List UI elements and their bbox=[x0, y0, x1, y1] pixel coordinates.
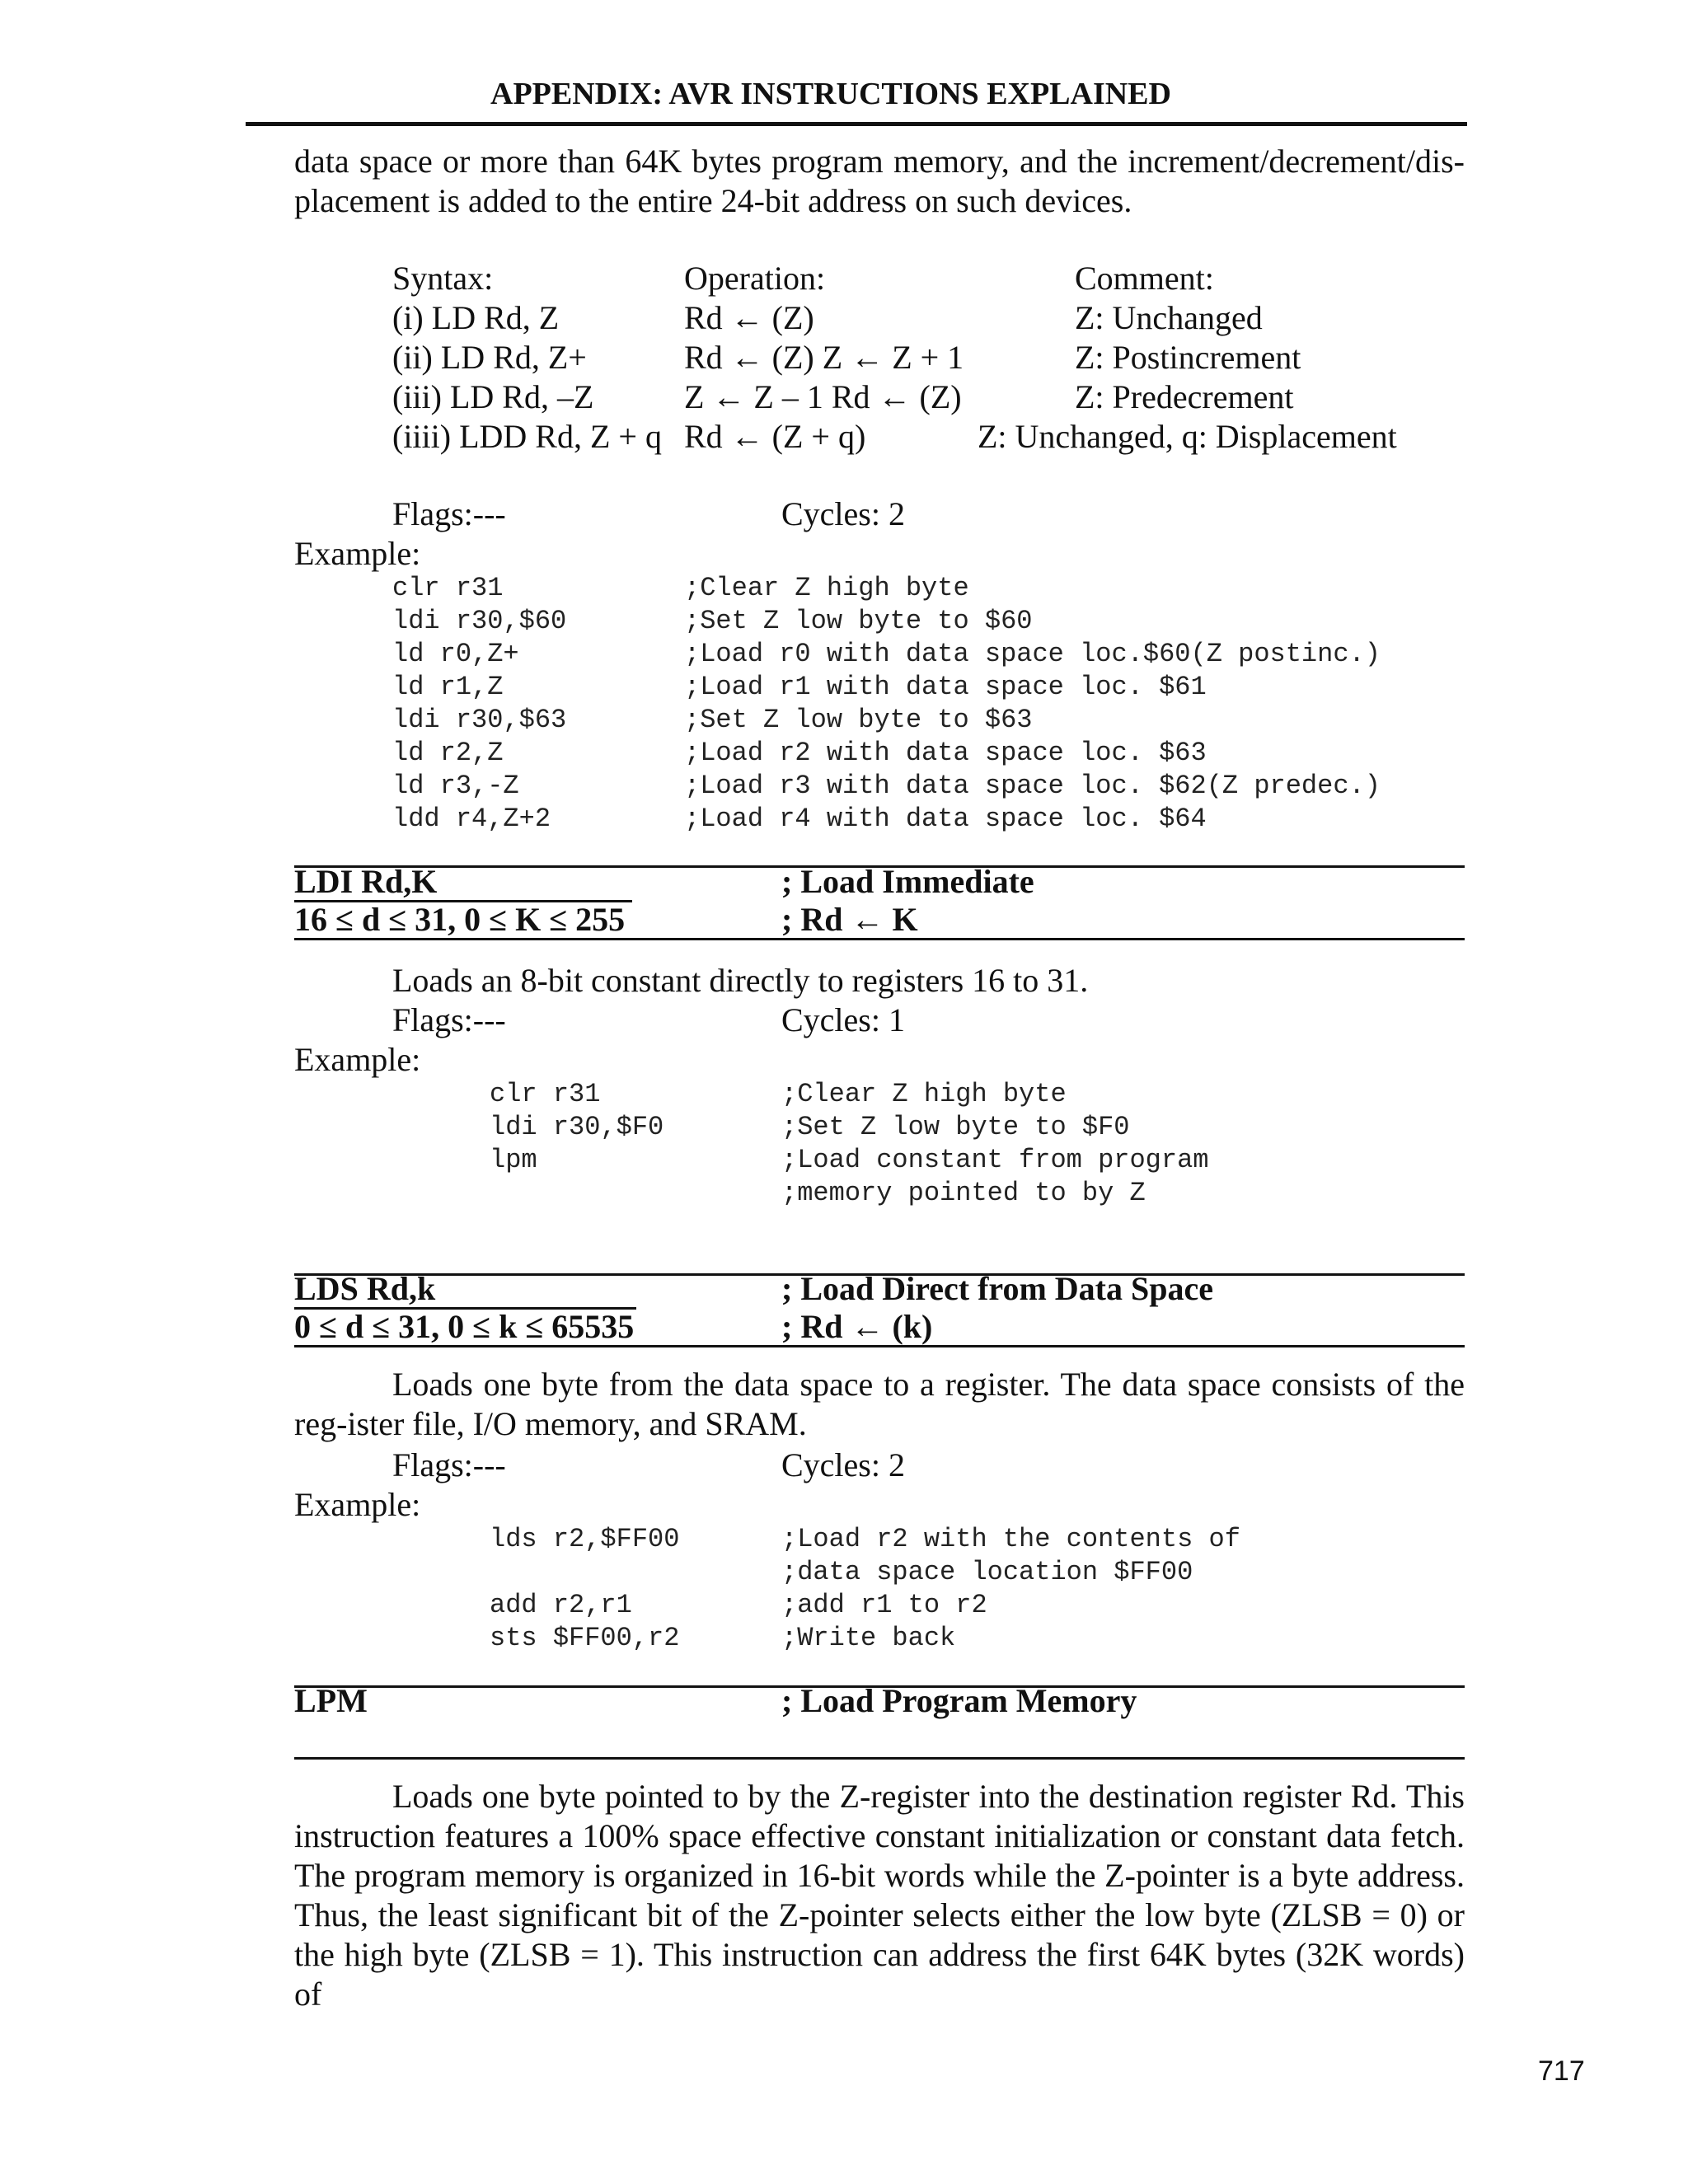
ld-row-syntax: (i) LD Rd, Z bbox=[392, 299, 560, 336]
ld-row-syntax: (iiii) LDD Rd, Z + q bbox=[392, 418, 662, 455]
lds-range: 0 ≤ d ≤ 31, 0 ≤ k ≤ 65535 bbox=[294, 1308, 635, 1345]
code-instruction: clr r31 bbox=[392, 573, 504, 603]
running-head: APPENDIX: AVR INSTRUCTIONS EXPLAINED bbox=[490, 77, 1171, 111]
code-comment: ;data space location $FF00 bbox=[781, 1557, 1193, 1587]
code-comment: ;Set Z low byte to $63 bbox=[684, 705, 1033, 735]
code-instruction: add r2,r1 bbox=[490, 1590, 632, 1620]
code-comment: ;Set Z low byte to $60 bbox=[684, 606, 1033, 636]
ld-row-operation: Z ← Z – 1 Rd ← (Z) bbox=[684, 378, 962, 415]
ldi-flags: Flags:--- bbox=[392, 1001, 506, 1038]
lpm-title: ; Load Program Memory bbox=[781, 1682, 1137, 1719]
ldi-range: 16 ≤ d ≤ 31, 0 ≤ K ≤ 255 bbox=[294, 901, 626, 938]
ldi-title: ; Load Immediate bbox=[781, 863, 1034, 900]
code-comment: ;Clear Z high byte bbox=[781, 1079, 1067, 1109]
lds-title: ; Load Direct from Data Space bbox=[781, 1270, 1213, 1307]
ld-row-syntax: (iii) LD Rd, –Z bbox=[392, 378, 594, 415]
ld-header-comment: Comment: bbox=[1075, 260, 1214, 297]
header-rule bbox=[246, 122, 1467, 126]
ld-header-syntax: Syntax: bbox=[392, 260, 494, 297]
code-comment: ;Write back bbox=[781, 1623, 956, 1653]
ld-row-operation: Rd ← (Z) bbox=[684, 299, 814, 336]
ld-row-comment: Z: Predecrement bbox=[1075, 378, 1294, 415]
code-instruction: ld r3,-Z bbox=[392, 771, 519, 801]
code-instruction: ld r0,Z+ bbox=[392, 639, 519, 669]
lds-cycles: Cycles: 2 bbox=[781, 1446, 905, 1483]
code-instruction: sts $FF00,r2 bbox=[490, 1623, 680, 1653]
page-number: 717 bbox=[1538, 2055, 1585, 2087]
code-comment: ;Set Z low byte to $F0 bbox=[781, 1112, 1130, 1142]
ld-row-syntax: (ii) LD Rd, Z+ bbox=[392, 339, 587, 376]
intro-paragraph: data space or more than 64K bytes program memory, and the increment/decrement/dis-placement is added to the entire 24-bit address on such devices. bbox=[294, 143, 1465, 219]
code-comment: ;Load r0 with data space loc.$60(Z postinc.) bbox=[684, 639, 1381, 669]
lds-flags: Flags:--- bbox=[392, 1446, 506, 1483]
code-instruction: lpm bbox=[490, 1145, 537, 1175]
lds-example-label: Example: bbox=[294, 1486, 421, 1523]
ld-row-operation: Rd ← (Z) Z ← Z + 1 bbox=[684, 339, 964, 376]
lds-operation: ; Rd ← (k) bbox=[781, 1308, 933, 1345]
code-comment: ;Load r1 with data space loc. $61 bbox=[684, 672, 1207, 702]
code-instruction: ldi r30,$F0 bbox=[490, 1112, 664, 1142]
lpm-bottom-rule bbox=[294, 1757, 1465, 1760]
code-comment: ;add r1 to r2 bbox=[781, 1590, 987, 1620]
code-instruction: ldd r4,Z+2 bbox=[392, 804, 551, 834]
ldi-operation: ; Rd ← K bbox=[781, 901, 918, 938]
ld-row-comment: Z: Unchanged, q: Displacement bbox=[978, 418, 1397, 455]
lpm-mnemonic: LPM bbox=[294, 1682, 368, 1719]
code-instruction: ld r1,Z bbox=[392, 672, 504, 702]
code-comment: ;Load r2 with the contents of bbox=[781, 1524, 1240, 1554]
code-instruction: lds r2,$FF00 bbox=[490, 1524, 680, 1554]
code-instruction: ld r2,Z bbox=[392, 738, 504, 768]
ld-example-label: Example: bbox=[294, 535, 421, 572]
code-instruction: ldi r30,$60 bbox=[392, 606, 567, 636]
ld-cycles: Cycles: 2 bbox=[781, 495, 905, 532]
lds-mnemonic: LDS Rd,k bbox=[294, 1270, 436, 1307]
code-comment: ;Load r3 with data space loc. $62(Z predec.) bbox=[684, 771, 1381, 801]
ldi-description: Loads an 8-bit constant directly to registers 16 to 31. bbox=[392, 962, 1089, 999]
ldi-cycles: Cycles: 1 bbox=[781, 1001, 905, 1038]
lds-bottom-rule bbox=[294, 1345, 1465, 1347]
ld-flags: Flags:--- bbox=[392, 495, 506, 532]
code-comment: ;Load r2 with data space loc. $63 bbox=[684, 738, 1207, 768]
code-comment: ;memory pointed to by Z bbox=[781, 1178, 1146, 1208]
ldi-bottom-rule bbox=[294, 938, 1465, 940]
ldi-mnemonic: LDI Rd,K bbox=[294, 863, 438, 900]
code-instruction: clr r31 bbox=[490, 1079, 601, 1109]
lds-description: Loads one byte from the data space to a register. The data space consists of the reg-ister file, I/O memory, and SRAM. bbox=[294, 1366, 1465, 1442]
ld-header-operation: Operation: bbox=[684, 260, 826, 297]
ld-row-comment: Z: Postincrement bbox=[1075, 339, 1301, 376]
code-instruction: ldi r30,$63 bbox=[392, 705, 567, 735]
ldi-example-label: Example: bbox=[294, 1041, 421, 1078]
code-comment: ;Load r4 with data space loc. $64 bbox=[684, 804, 1207, 834]
lpm-description: Loads one byte pointed to by the Z-register into the destination register Rd. This instruction features a 100% space effective constant initialization or constant data fetch. The program memory is organized in 16-bit words while the Z-pointer is a byte address. Thus, the least significant bit of the Z-pointer selects either the low byte (ZLSB = 0) or the high byte (ZLSB = 1). This instruction can address the first 64K bytes (32K words) of bbox=[294, 1778, 1465, 2013]
ld-row-comment: Z: Unchanged bbox=[1075, 299, 1263, 336]
ld-row-operation: Rd ← (Z + q) bbox=[684, 418, 866, 455]
code-comment: ;Clear Z high byte bbox=[684, 573, 969, 603]
code-comment: ;Load constant from program bbox=[781, 1145, 1209, 1175]
